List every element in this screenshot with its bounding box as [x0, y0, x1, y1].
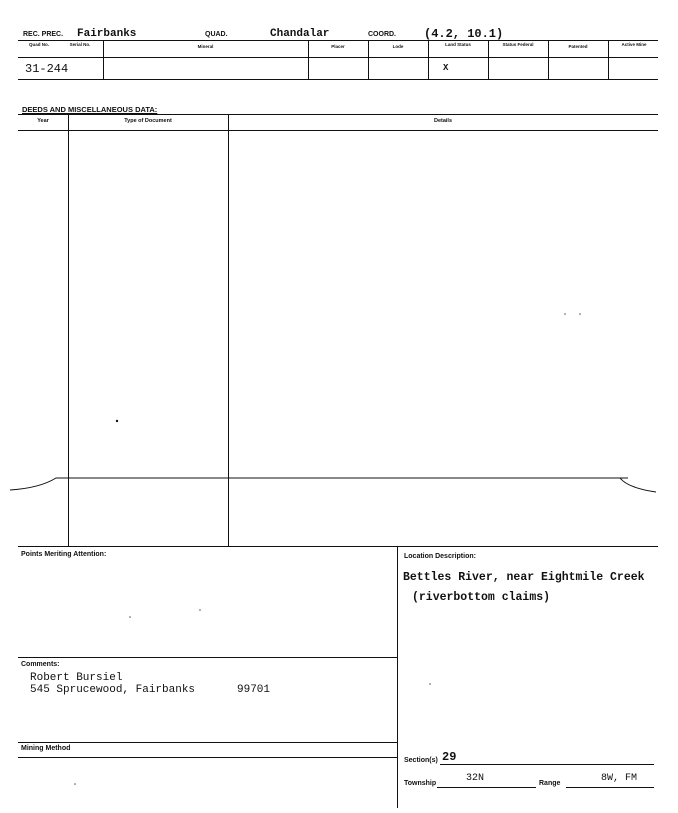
location-description-label: Location Description:	[404, 553, 476, 560]
col-land-status-state: Land Status	[445, 42, 471, 47]
township-label: Township	[404, 780, 437, 787]
land-status-mark: X	[443, 63, 449, 73]
rec-prec-value: Fairbanks	[77, 28, 137, 40]
col-details: Details	[433, 118, 453, 124]
range-underline	[566, 787, 654, 788]
township-underline	[437, 787, 536, 788]
deeds-title: DEEDS AND MISCELLANEOUS DATA:	[22, 105, 158, 114]
col-placer: Placer	[331, 44, 345, 49]
range-value: 8W, FM	[601, 773, 638, 784]
comments-line-1: Robert Bursiel	[30, 672, 123, 684]
range-label: Range	[539, 780, 561, 787]
col-quad-no: Quad No.	[29, 42, 49, 47]
col-type-of-document: Type of Document	[124, 118, 172, 124]
coord-value: (4.2, 10.1)	[424, 27, 504, 41]
col-status-federal: Status Federal	[502, 42, 534, 47]
mining-method-rule	[18, 757, 397, 758]
points-meriting-attention-label: Points Meriting Attention:	[21, 551, 107, 558]
col-lode: Lode	[392, 44, 404, 49]
col-active-mine: Active Mine	[621, 42, 647, 47]
lower-vertical-divider	[397, 546, 398, 808]
comments-zip: 99701	[237, 684, 271, 696]
comments-address: 545 Sprucewood, Fairbanks	[30, 684, 196, 696]
location-line-1: Bettles River, near Eightmile Creek	[403, 571, 645, 584]
comments-label: Comments:	[21, 661, 60, 668]
sections-value: 29	[442, 750, 457, 764]
col-mineral: Mineral	[197, 44, 214, 49]
comments-top-rule	[18, 657, 397, 658]
mining-method-label: Mining Method	[21, 745, 71, 752]
col-serial-no: Serial No.	[69, 42, 91, 47]
mining-method-top-rule	[18, 742, 397, 743]
rec-prec-label: REC. PREC.	[23, 31, 64, 38]
quad-no-value: 31-244	[25, 62, 69, 76]
township-value: 32N	[466, 773, 485, 784]
sections-underline	[440, 764, 654, 765]
location-line-2: (riverbottom claims)	[412, 591, 551, 604]
coord-label: COORD.	[368, 31, 396, 38]
sections-label: Section(s)	[404, 757, 438, 764]
col-patented: Patented	[568, 44, 588, 49]
lower-top-rule	[18, 546, 658, 547]
quad-value: Chandalar	[270, 28, 330, 40]
col-year: Year	[37, 118, 49, 124]
quad-label: QUAD.	[205, 31, 228, 38]
